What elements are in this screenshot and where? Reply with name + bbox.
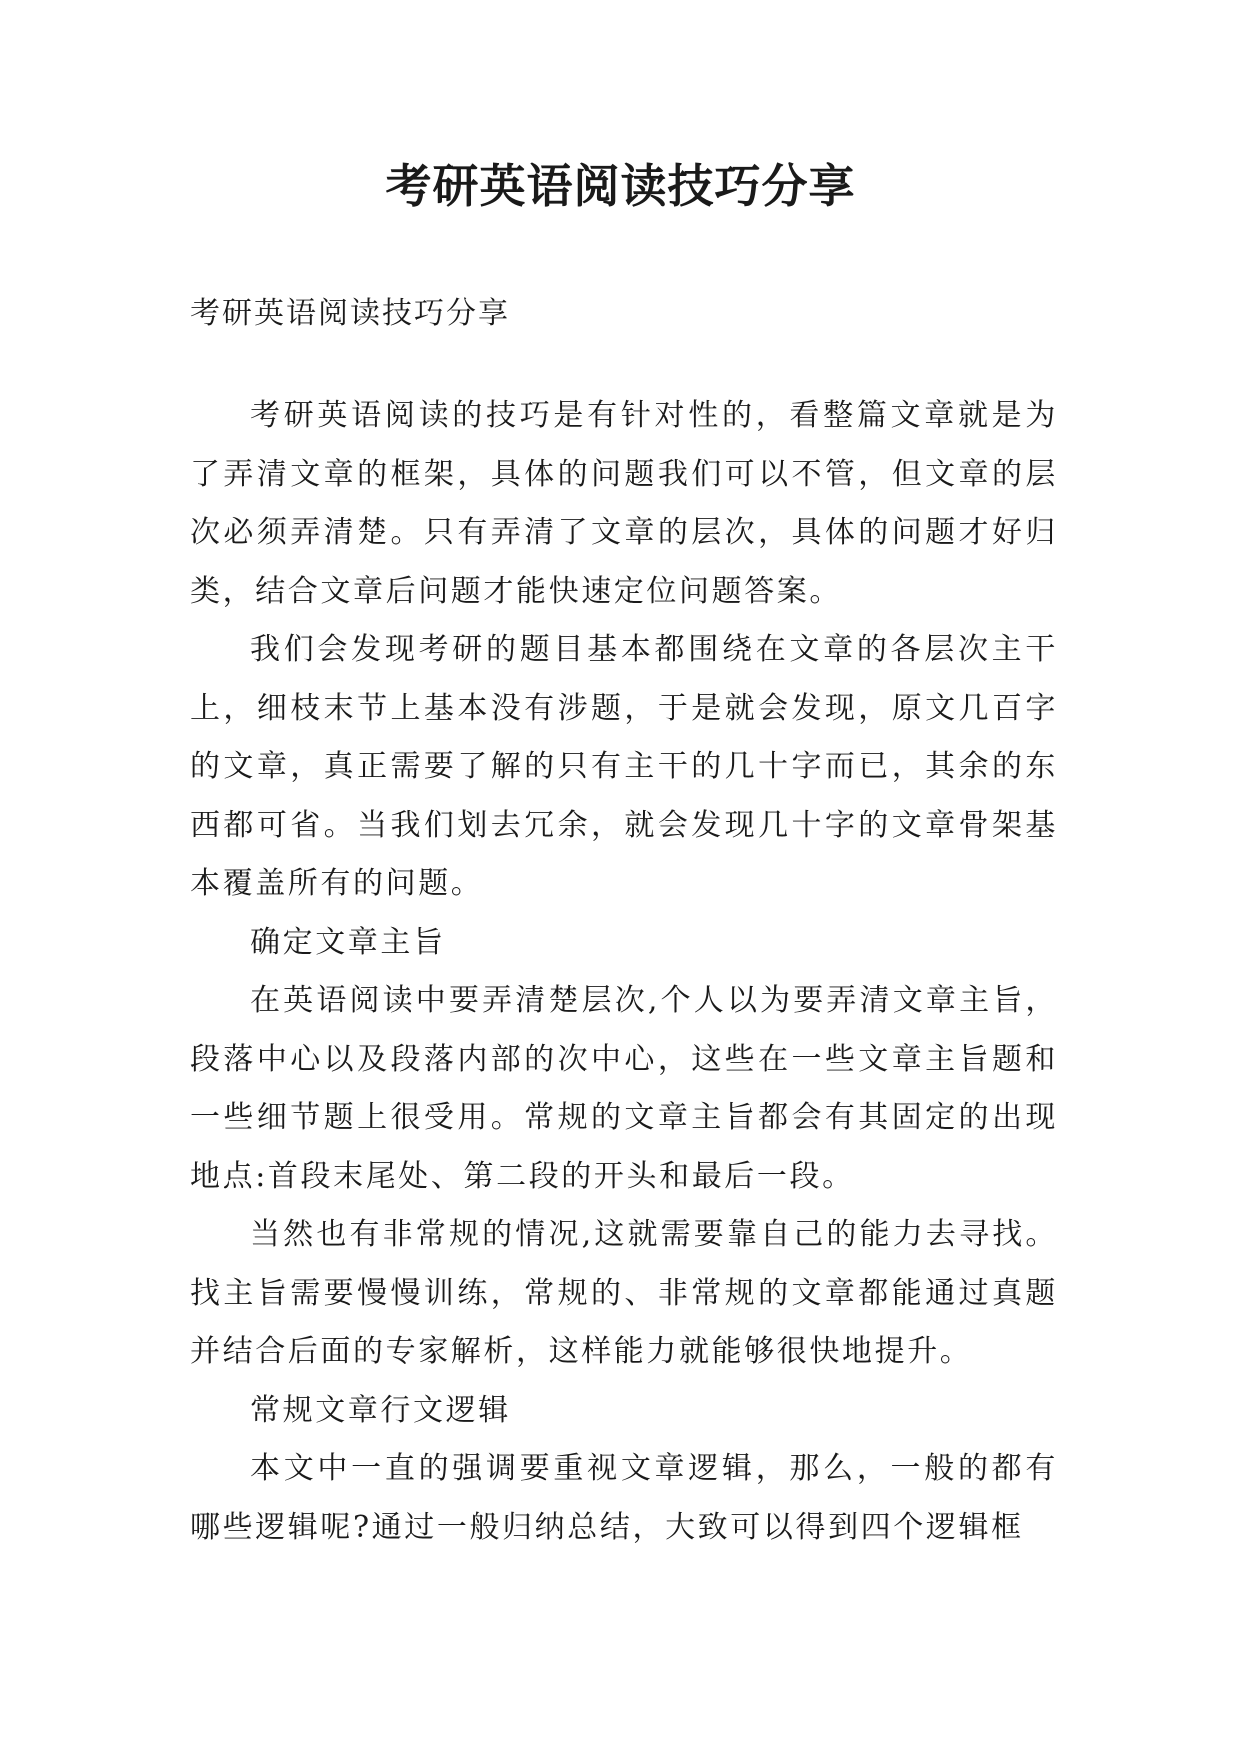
- paragraph-main-structure: 我们会发现考研的题目基本都围绕在文章的各层次主干上，细枝末节上基本没有涉题，于是就会发现，原文几百字的文章，真正需要了解的只有主干的几十字而已，其余的东西都可省。当我们划去冗余，就会发现几十字的文章骨架基本覆盖所有的问题。: [190, 632, 1058, 901]
- section-heading-main-idea: 确定文章主旨: [250, 924, 446, 960]
- document-subtitle: 考研英语阅读技巧分享: [190, 296, 510, 331]
- document-body: [190, 293, 1058, 1557]
- page-title: 考研英语阅读技巧分享: [385, 159, 856, 213]
- paragraph-unusual-cases: 当然也有非常规的情况,这就需要靠自己的能力去寻找。找主旨需要慢慢训练，常规的、非常规的文章都能通过真题并结合后面的专家解析，这样能力就能够很快地提升。: [190, 1217, 1058, 1369]
- paragraph-main-idea: 在英语阅读中要弄清楚层次,个人以为要弄清文章主旨，段落中心以及段落内部的次中心，这些在一些文章主旨题和一些细节题上很受用。常规的文章主旨都会有其固定的出现地点:首段末尾处、第二段的开头和最后一段。: [190, 983, 1058, 1194]
- paragraph-intro: 考研英语阅读的技巧是有针对性的，看整篇文章就是为了弄清文章的框架，具体的问题我们可以不管，但文章的层次必须弄清楚。只有弄清了文章的层次，具体的问题才好归类，结合文章后问题才能快速定位问题答案。: [190, 398, 1058, 609]
- paragraph-logic: 本文中一直的强调要重视文章逻辑，那么，一般的都有哪些逻辑呢?通过一般归纳总结，大致可以得到四个逻辑框: [190, 1451, 1058, 1545]
- section-heading-logic: 常规文章行文逻辑: [250, 1392, 511, 1428]
